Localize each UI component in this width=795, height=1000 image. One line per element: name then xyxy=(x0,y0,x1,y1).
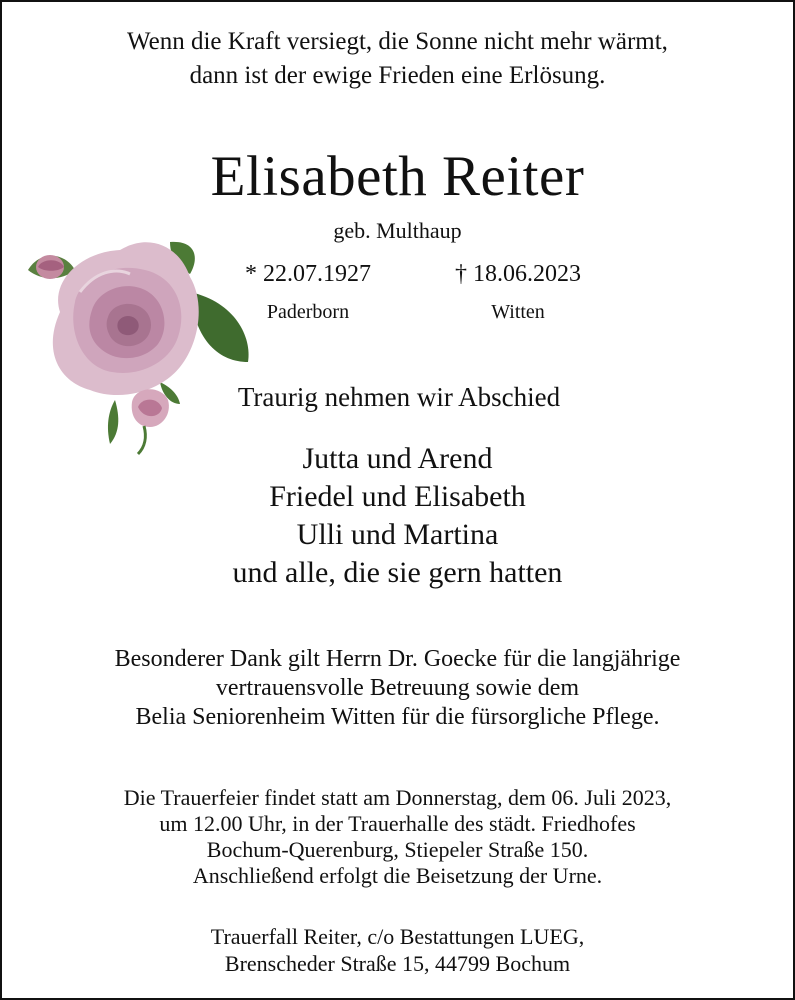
death-date: † 18.06.2023 xyxy=(455,261,581,287)
mourner-line-1: Jutta und Arend xyxy=(302,442,493,475)
thanks-line-2: vertrauensvolle Betreuung sowie dem xyxy=(215,675,580,701)
verse-line-2: dann ist der ewige Frieden eine Erlösung. xyxy=(189,62,606,89)
birth-place: Paderborn xyxy=(266,301,350,323)
mourner-line-3: Ulli und Martina xyxy=(296,518,499,551)
mourner-line-4: und alle, die sie gern hatten xyxy=(232,556,563,589)
thanks-line-3: Belia Seniorenheim Witten für die fürsorgliche Pflege. xyxy=(135,704,660,730)
farewell-line: Traurig nehmen wir Abschied xyxy=(237,382,561,412)
death-place: Witten xyxy=(491,301,545,323)
verse-line-1: Wenn die Kraft versiegt, die Sonne nicht mehr wärmt, xyxy=(127,28,668,55)
service-line-3: Bochum-Querenburg, Stiepeler Straße 150. xyxy=(206,837,589,862)
service-line-4: Anschließend erfolgt die Beisetzung der Urne. xyxy=(192,863,603,888)
contact-line-2: Brenscheder Straße 15, 44799 Bochum xyxy=(224,951,571,976)
service-line-2: um 12.00 Uhr, in der Trauerhalle des städt. Friedhofes xyxy=(159,811,636,836)
thanks-line-1: Besonderer Dank gilt Herrn Dr. Goecke für die langjährige xyxy=(114,646,681,672)
rose-illustration xyxy=(20,222,260,462)
deceased-name: Elisabeth Reiter xyxy=(210,145,585,208)
contact-line-1: Trauerfall Reiter, c/o Bestattungen LUEG, xyxy=(210,924,585,949)
service-line-1: Die Trauerfeier findet statt am Donnerstag, dem 06. Juli 2023, xyxy=(123,785,672,810)
birth-date: * 22.07.1927 xyxy=(245,261,371,287)
birth-name: geb. Multhaup xyxy=(333,218,462,243)
mourner-line-2: Friedel und Elisabeth xyxy=(269,480,526,513)
